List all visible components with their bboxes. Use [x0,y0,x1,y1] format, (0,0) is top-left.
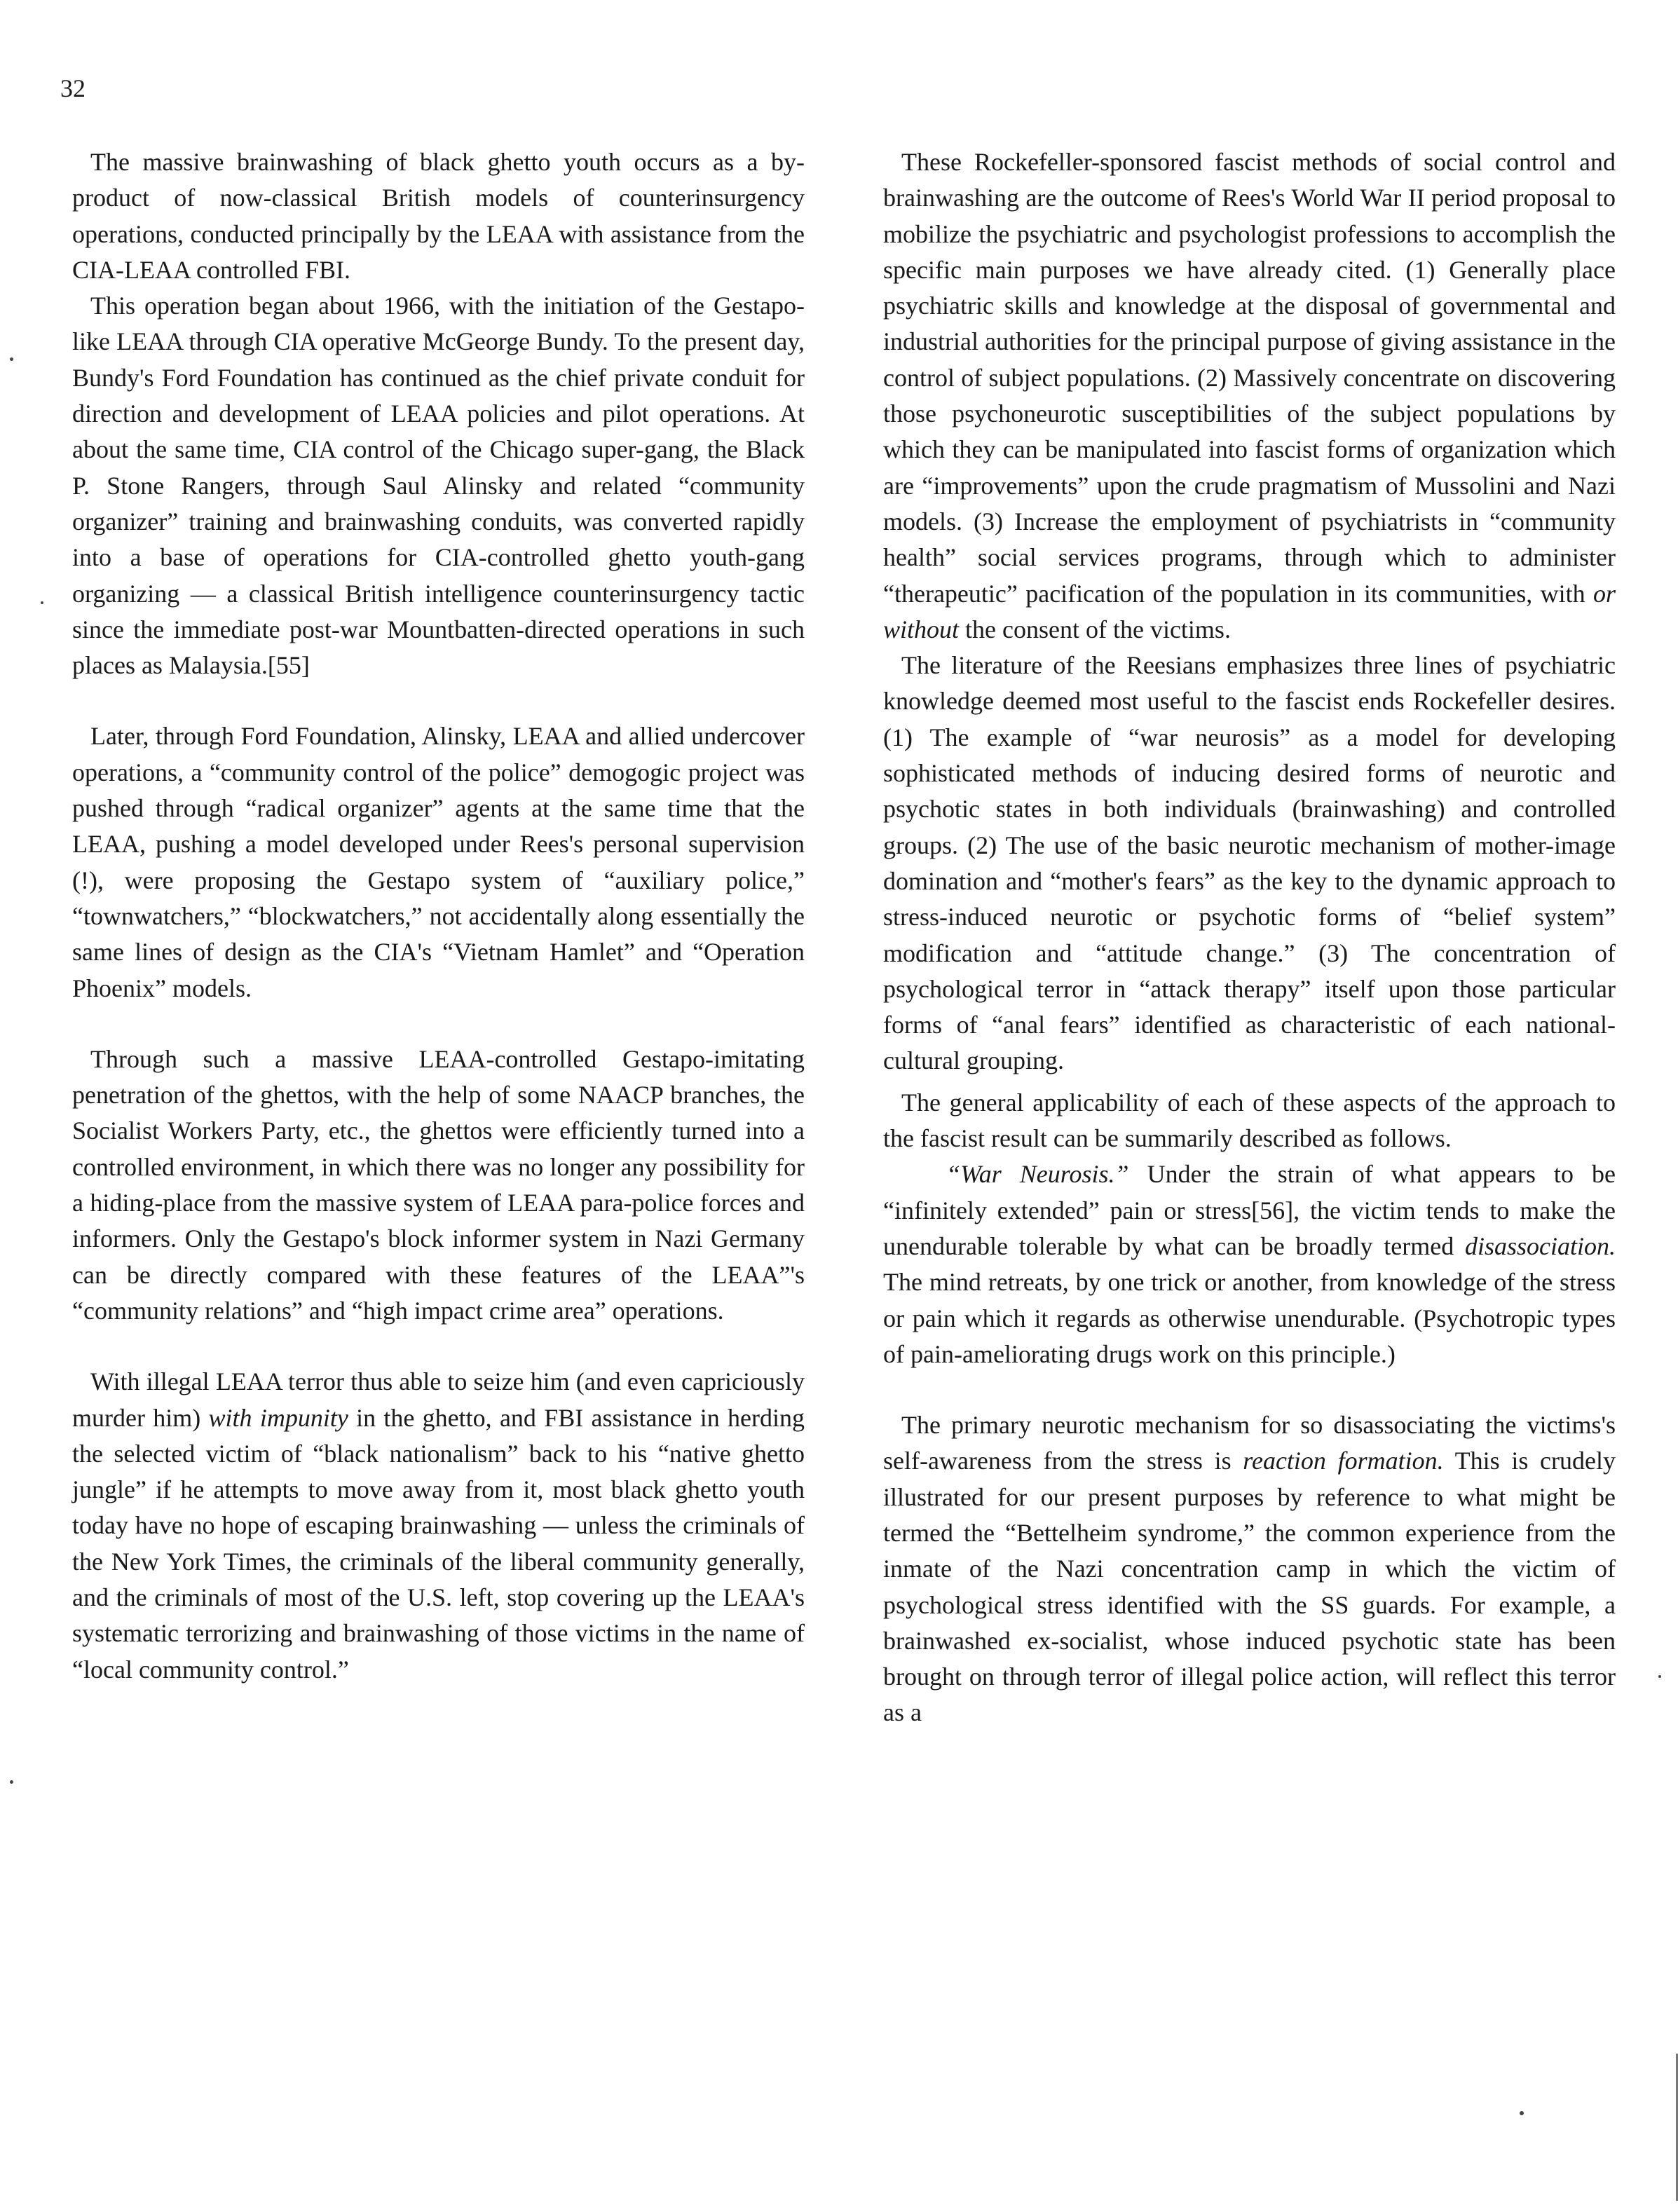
scan-speck [1520,2111,1524,2115]
paragraph [72,1364,805,1688]
paragraph [883,1085,1616,1157]
paragraph [883,144,1616,648]
italic-heading: “War Neurosis.” [946,1160,1129,1189]
paragraph-text: Through such a massive LEAA-controlled Gestapo-imitating penetration of the ghettos, with the help of some NAACP branches, the Socialist Workers Party, etc., the ghettos were efficiently turned into a controlled environment, in which there was no longer any possibility for a hiding-place from the massive system of LEAA para-police forces and informers. Only the Gestapo's block informer system in Nazi Germany can be directly compared with these features of the LEAA”'s “community relations” and “high impact crime area” operations. [72,1044,805,1325]
paragraph-text: With illegal LEAA terror thus able to seize him (and even capriciously murder him) [72,1367,805,1432]
paragraph [883,648,1616,1079]
scan-speck [10,357,13,361]
paragraph-text: The general applicability of each of these aspects of the approach to the fascist result can be summarily described as follows. [883,1088,1616,1153]
paragraph-text: This is crudely illustrated for our present purposes by reference to what might be termed the “Bettelheim syndrome,” the common experience from the inmate of the Nazi concentration camp in which the victim of psychological stress identified with the SS guards. For example, a brainwashed ex-socialist, whose induced psychotic state has been brought on through terror of illegal police action, will reflect this terror as a [883,1447,1616,1727]
paragraph-text: The literature of the Reesians emphasizes three lines of psychiatric knowledge deemed most useful to the fascist ends Rockefeller desires. (1) The example of “war neurosis” as a model for developing sophisticated methods of inducing desired forms of neurotic and psychotic states in both individuals (brainwashing) and controlled groups. (2) The use of the basic neurotic mechanism of mother-image domination and “mother's fears” as the key to the dynamic approach to stress-induced neurotic or psychotic forms of “belief system” modification and “attitude change.” (3) The concentration of psychological terror in “attack therapy” itself upon those particular forms of “anal fears” identified as characteristic of each national-cultural grouping. [883,651,1616,1075]
paragraph-text: The massive brainwashing of black ghetto youth occurs as a by-product of now-classical British models of counterinsurgency operations, conducted principally by the LEAA with assistance from the CIA-LEAA controlled FBI. [72,148,805,284]
page-number: 32 [60,74,86,102]
paragraph-text: The mind retreats, by one trick or another, from knowledge of the stress or pain which it regards as otherwise unendurable. (Psychotropic types of pain-ameliorating drugs work on this principle.) [883,1268,1616,1368]
paragraph-text: These Rockefeller-sponsored fascist methods of social control and brainwashing are the outcome of Rees's World War II period proposal to mobilize the psychiatric and psychologist professions to accomplish the specific main purposes we have already cited. (1) Generally place psychiatric skills and knowledge at the disposal of governmental and industrial authorities for the principal purpose of giving assistance in the control of subject populations. (2) Massively concentrate on discovering those psychoneurotic susceptibilities of the subject populations by which they can be manipulated into fascist forms of organization which are “improvements” upon the crude pragmatism of Mussolini and Nazi models. (3) Increase the employment of psychiatrists in “community health” social services programs, through which to administer “therapeutic” pacification of the population in its communities, with [883,148,1616,608]
scan-speck [1658,1675,1661,1678]
paragraph [883,1407,1616,1731]
italic-emphasis: disassociation. [1464,1231,1616,1260]
paragraph-text: the consent of the victims. [959,615,1231,643]
paragraph-text: This operation began about 1966, with the initiation of the Gestapo-like LEAA through CIA operative McGeorge Bundy. To the present day, Bundy's Ford Foundation has continued as the chief private conduit for direction and development of LEAA policies and pilot operations. At about the same time, CIA control of the Chicago super-gang, the Black P. Stone Rangers, through Saul Alinsky and related “community organizer” training and brainwashing conduits, was converted rapidly into a base of operations for CIA-controlled ghetto youth-gang organizing — a classical British intelligence counterinsurgency tactic since the immediate post-war Mountbatten-directed operations in such places as Malaysia.[55] [72,292,805,680]
italic-emphasis: reaction formation. [1243,1447,1444,1475]
italic-emphasis: with impunity [208,1403,348,1432]
left-column [72,144,805,1688]
scan-speck [10,1780,13,1784]
paragraph-text: Later, through Ford Foundation, Alinsky, LEAA and allied undercover operations, a “community control of the police” demogogic project was pushed through “radical organizer” agents at the same time that the LEAA, pushing a model developed under Rees's personal supervision (!), were proposing the Gestapo system of “auxiliary police,” “townwatchers,” “blockwatchers,” not accidentally along essentially the same lines of design as the CIA's “Vietnam Hamlet” and “Operation Phoenix” models. [72,722,805,1002]
paragraph-text: The primary neurotic mechanism for so disassociating the victims's self-awareness from the stress is [883,1411,1616,1475]
paragraph-text: in the ghetto, and FBI assistance in herding the selected victim of “black nationalism” back to his “native ghetto jungle” if he attempts to move away from it, most black ghetto youth today have no hope of escaping brainwashing — unless the criminals of the New York Times, the criminals of the liberal community generally, and the criminals of most of the U.S. left, stop covering up the LEAA's systematic terrorizing and brainwashing of those victims in the name of “local community control.” [72,1403,805,1684]
paragraph [72,718,805,1006]
right-column [883,144,1616,1731]
paragraph-text: Under the strain of what appears to be “infinitely extended” pain or stress[56], the victim tends to make the unendurable tolerable by what can be broadly termed [883,1160,1616,1260]
scan-speck [41,601,43,604]
paragraph [72,288,805,683]
paragraph [72,1042,805,1329]
paragraph [72,144,805,288]
italic-emphasis: or without [883,579,1616,643]
paragraph [883,1156,1616,1372]
